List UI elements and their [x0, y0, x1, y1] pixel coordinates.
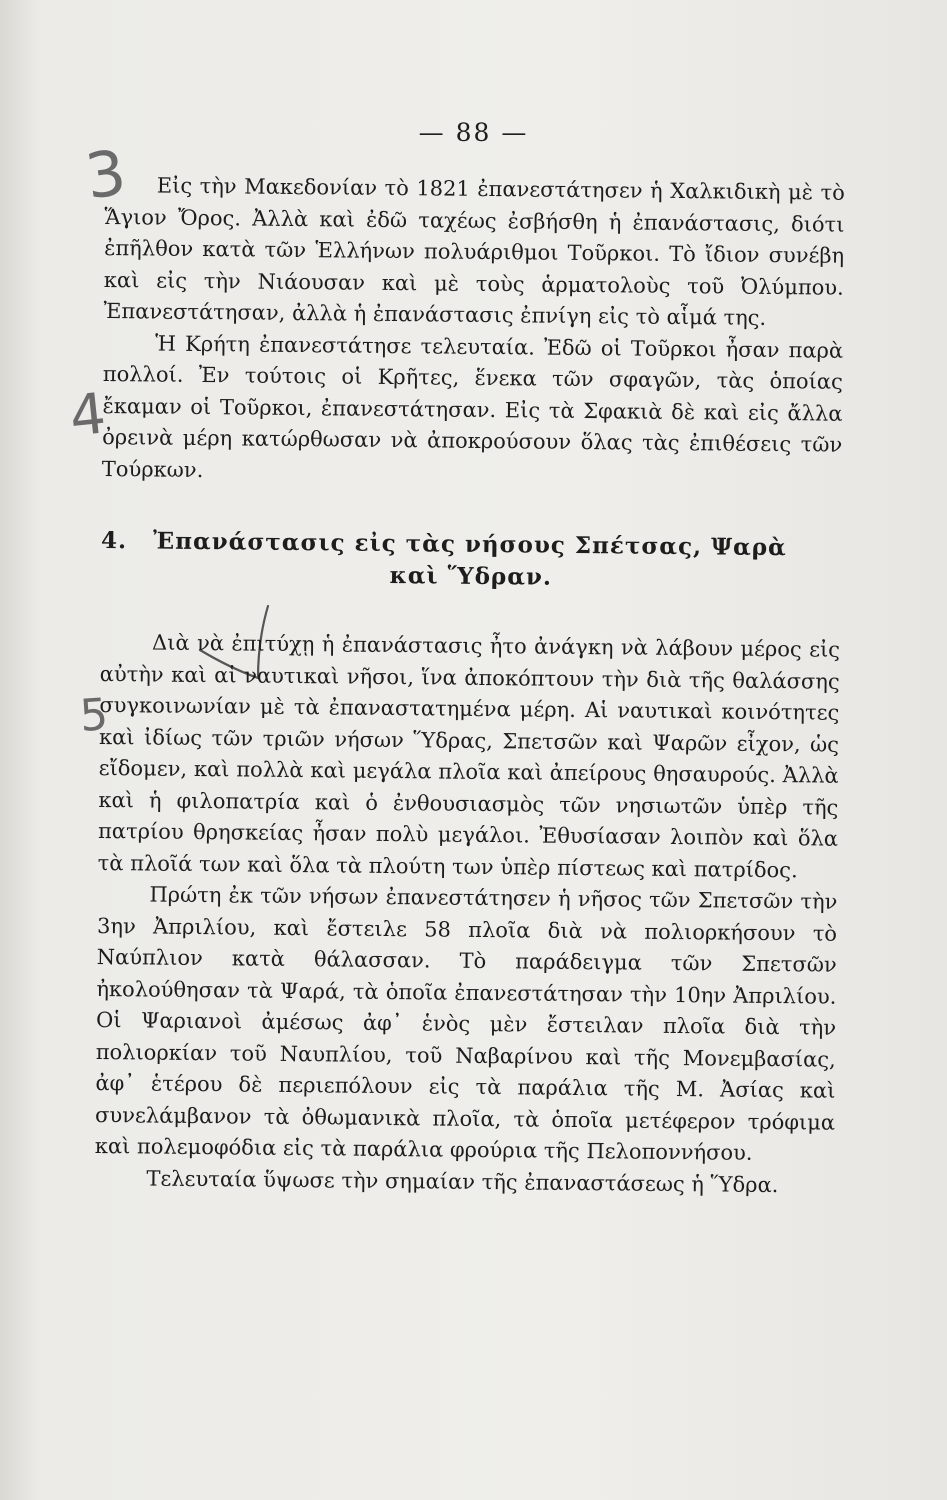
paragraph-naval-islands: Διὰ νὰ ἐπιτύχῃ ἡ ἐπανάστασις ἦτο ἀνάγκη νὰ λάβουν μέρος εἰς αὐτὴν καὶ αἱ ναυτικαὶ νῆσοι, ἵνα ἀποκόπτουν τὴν διὰ τῆς θαλάσσης συγκοινωνίαν μὲ τὰ ἐπαναστατημένα μέρη. Αἱ ναυτικαὶ κοινότητες καὶ ἰδίως τῶν τριῶν νήσων Ὕδρας, Σπετσῶν καὶ Ψαρῶν εἶχον, ὡς εἴδομεν, καὶ πολλὰ καὶ μεγάλα πλοῖα καὶ ἀπείρους θησαυρούς. Ἀλλὰ καὶ ἡ φιλοπατρία καὶ ὁ ἐνθουσιασμὸς τῶν νησιωτῶν ὑπὲρ τῆς πατρίου θρησκείας ἦσαν πολὺ μεγάλοι. Ἐθυσίασαν λοιπὸν καὶ ὅλα τὰ πλοῖά των καὶ ὅλα τὰ πλούτη των ὑπὲρ πίστεως καὶ πατρίδος.: [97, 630, 841, 882]
section-title-line1: Ἐπανάστασις εἰς τὰς νήσους Σπέτσας, Ψαρὰ: [152, 527, 787, 562]
paragraph-spetses-psara: Πρώτη ἐκ τῶν νήσων ἐπανεστάτησεν ἡ νῆσος τῶν Σπετσῶν τὴν 3ην Ἀπριλίου, καὶ ἔστειλε 58 πλοῖα διὰ νὰ πολιορκήσουν τὸ Ναύπλιον κατὰ θάλασσαν. Τὸ παράδειγμα τῶν Σπετσῶν ἠκολούθησαν τὰ Ψαρά, τὰ ὁποῖα ἐπανεστάτησαν τὴν 10ην Ἀπριλίου. Οἱ Ψαριανοὶ ἀμέσως ἀφ᾽ ἑνὸς μὲν ἔστειλαν πλοῖα διὰ τὴν πολιορκίαν τοῦ Ναυπλίου, τοῦ Ναβαρίνου καὶ τῆς Μονεμβασίας, ἀφ᾽ ἑτέρου δὲ περιεπόλουν εἰς τὰ παράλια τῆς Μ. Ἀσίας καὶ συνελάμβανον τὰ ὀθωμανικὰ πλοῖα, τὰ ὁποῖα μετέφερον τρόφιμα καὶ πολεμοφόδια εἰς τὰ παράλια φρούρια τῆς Πελοποννήσου.: [94, 882, 838, 1165]
section-heading: [101, 525, 842, 597]
page-text: [94, 170, 845, 1202]
margin-mark-3: 3: [81, 135, 131, 214]
margin-mark-5: 5: [78, 689, 110, 742]
paragraph-crete: Ἡ Κρήτη ἐπανεστάτησε τελευταία. Ἐδῶ οἱ Τοῦρκοι ἦσαν παρὰ πολλοί. Ἐν τούτοις οἱ Κρῆτες, ἕνεκα τῶν σφαγῶν, τὰς ὁποίας ἔκαμαν οἱ Τοῦρκοι, ἐπανεστάτησαν. Εἰς τὰ Σφακιὰ δὲ καὶ εἰς ἄλλα ὀρεινὰ μέρη κατώρθωσαν νὰ ἀποκρούσουν ὅλας τὰς ἐπιθέσεις τῶν Τούρκων.: [101, 331, 844, 482]
paragraph-hydra: Τελευταία ὕψωσε τὴν σημαίαν τῆς ἐπαναστάσεως ἡ Ὕδρα.: [146, 1165, 779, 1197]
paragraph-macedonia: Εἰς τὴν Μακεδονίαν τὸ 1821 ἐπανεστάτησεν ἡ Χαλκιδικὴ μὲ τὸ Ἅγιον Ὄρος. Ἀλλὰ καὶ ἐδῶ ταχέως ἐσβήσθη ἡ ἐπανάστασις, διότι ἐπῆλθον κατὰ τῶν Ἑλλήνων πολυάριθμοι Τοῦρκοι. Τὸ ἴδιον συνέβη καὶ εἰς τὴν Νιάουσαν καὶ μὲ τοὺς ἁρματολοὺς τοῦ Ὀλύμπου. Ἐπανεστάτησαν, ἀλλὰ ἡ ἐπανάστασις ἐπνίγη εἰς τὸ αἷμά της.: [103, 173, 845, 330]
section-number: 4.: [100, 526, 128, 555]
section-title-line2: καὶ Ὕδραν.: [389, 562, 553, 591]
page-number: — 88 —: [418, 118, 529, 147]
margin-mark-4: 4: [66, 381, 109, 450]
